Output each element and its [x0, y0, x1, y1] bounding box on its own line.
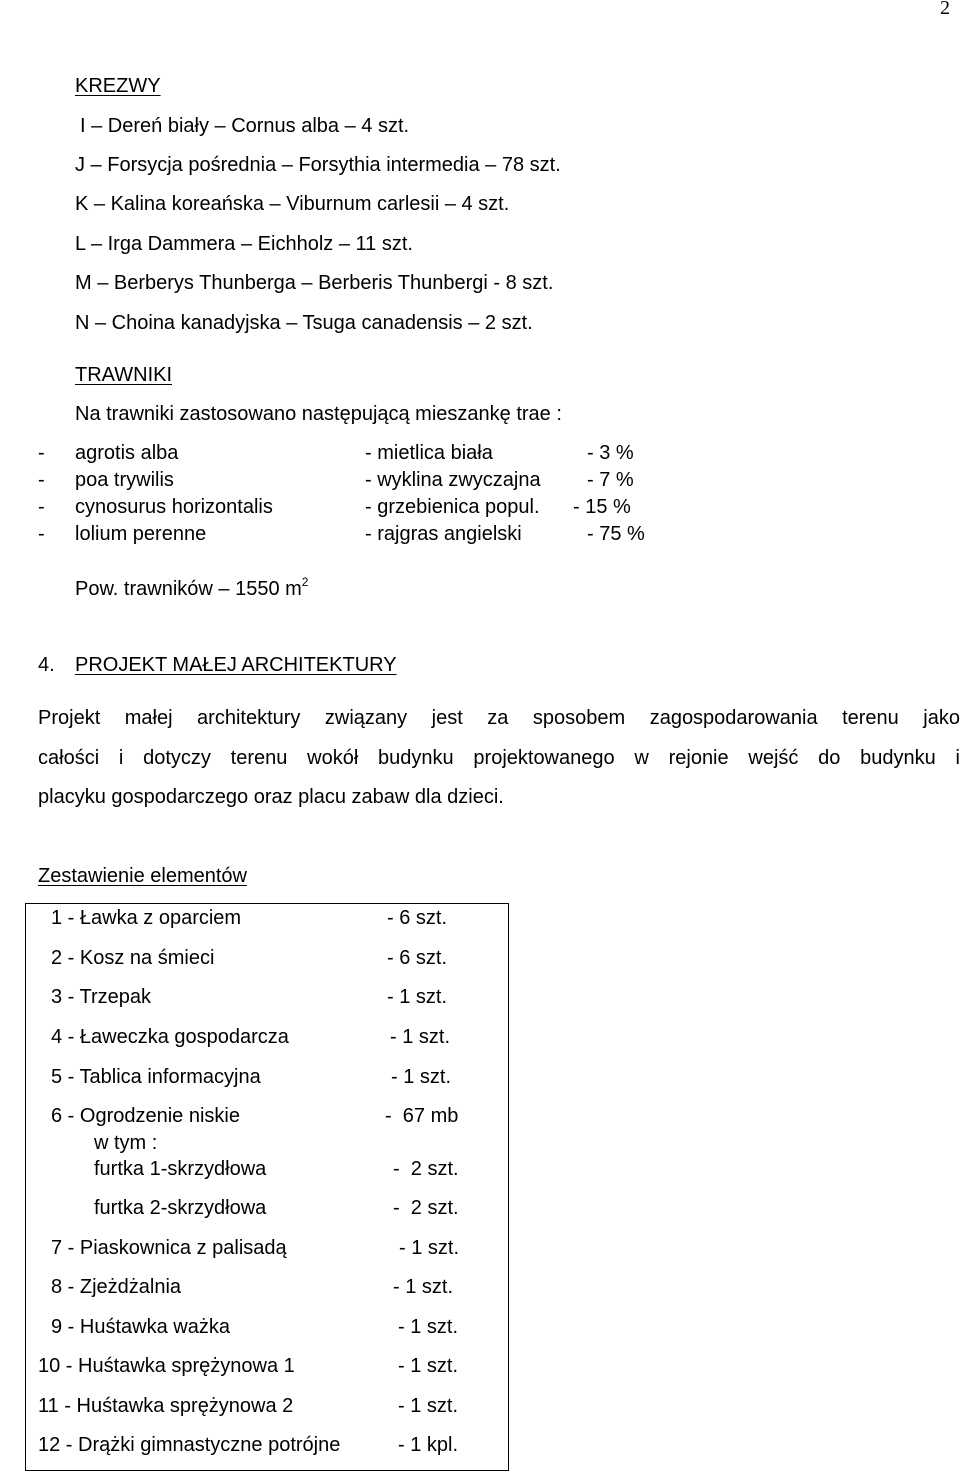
mix-row-latin: agrotis alba [75, 442, 179, 464]
elements-heading: Zestawienie elementów [38, 865, 247, 887]
shrubs-heading: KREZWY [75, 75, 161, 97]
element-qty: - 1 szt. [398, 1395, 459, 1417]
element-qty: - 1 szt. [398, 1355, 459, 1377]
element-qty: - 1 kpl. [398, 1434, 459, 1456]
lawn-area [75, 575, 309, 600]
mix-row-dash: - [38, 469, 45, 491]
mix-row-percent: - 3 % [587, 442, 634, 464]
mix-row-percent: - 75 % [587, 523, 645, 545]
element-qty: - 1 szt. [393, 1276, 454, 1298]
element-name: furtka 2-skrzydłowa [94, 1197, 267, 1219]
element-name: 12 - Drążki gimnastyczne potrójne [38, 1434, 341, 1456]
mix-row-dash: - [38, 442, 45, 464]
element-name: 7 - Piaskownica z palisadą [51, 1237, 287, 1259]
section-number: 4. [38, 654, 55, 676]
mix-row-dash: - [38, 496, 45, 518]
shrub-item: J – Forsycja pośrednia – Forsythia intermedia – 78 szt. [75, 154, 561, 176]
element-qty: - 1 szt. [398, 1316, 459, 1338]
page-number: 2 [940, 0, 950, 19]
element-name: 11 - Huśtawka sprężynowa 2 [38, 1395, 294, 1417]
element-qty: - 1 szt. [390, 1026, 451, 1048]
element-subheading: w tym : [94, 1132, 158, 1154]
mix-row-polish: - mietlica biała [365, 442, 493, 464]
element-name: 1 - Ławka z oparciem [51, 907, 242, 929]
element-qty: - 2 szt. [393, 1158, 459, 1180]
section-heading: PROJEKT MAŁEJ ARCHITEKTURY [75, 654, 397, 676]
element-qty: - 6 szt. [387, 907, 448, 929]
lawns-intro: Na trawniki zastosowano następującą mieszankę trae : [75, 403, 562, 425]
shrub-item: M – Berberys Thunberga – Berberis Thunbergi - 8 szt. [75, 272, 554, 294]
shrub-item: N – Choina kanadyjska – Tsuga canadensis – 2 szt. [75, 312, 533, 334]
element-qty: - 1 szt. [399, 1237, 460, 1259]
element-name: 3 - Trzepak [51, 986, 152, 1008]
element-name: 10 - Huśtawka sprężynowa 1 [38, 1355, 295, 1377]
element-name: 2 - Kosz na śmieci [51, 947, 215, 969]
mix-row-polish: - grzebienica popul. [365, 496, 540, 518]
lawns-heading: TRAWNIKI [75, 364, 173, 386]
paragraph-line: Projekt małej architektury związany jest za sposobem zagospodarowania terenu jako [38, 707, 960, 729]
mix-row-percent: - 15 % [573, 496, 631, 518]
lawn-area-exponent: 2 [301, 575, 309, 589]
lawn-area-text: Pow. trawników – 1550 m [75, 578, 302, 600]
element-qty: - 1 szt. [391, 1066, 452, 1088]
element-name: 5 - Tablica informacyjna [51, 1066, 261, 1088]
element-qty: - 2 szt. [393, 1197, 459, 1219]
element-name: furtka 1-skrzydłowa [94, 1158, 267, 1180]
element-name: 9 - Huśtawka ważka [51, 1316, 230, 1338]
shrub-item: L – Irga Dammera – Eichholz – 11 szt. [75, 233, 413, 255]
mix-row-polish: - wyklina zwyczajna [365, 469, 541, 491]
shrub-item: K – Kalina koreańska – Viburnum carlesii – 4 szt. [75, 193, 510, 215]
mix-row-latin: lolium perenne [75, 523, 207, 545]
shrub-item: I – Dereń biały – Cornus alba – 4 szt. [80, 115, 410, 137]
mix-row-dash: - [38, 523, 45, 545]
paragraph-line: placyku gospodarczego oraz placu zabaw dla dzieci. [38, 786, 504, 808]
mix-row-latin: cynosurus horizontalis [75, 496, 273, 518]
element-qty: - 6 szt. [387, 947, 448, 969]
mix-row-latin: poa trywilis [75, 469, 174, 491]
element-name: 6 - Ogrodzenie niskie [51, 1105, 240, 1127]
mix-row-polish: - rajgras angielski [365, 523, 522, 545]
mix-row-percent: - 7 % [587, 469, 634, 491]
element-qty: - 1 szt. [387, 986, 448, 1008]
element-name: 8 - Zjeżdżalnia [51, 1276, 182, 1298]
element-qty: - 67 mb [385, 1105, 459, 1127]
element-name: 4 - Ławeczka gospodarcza [51, 1026, 289, 1048]
paragraph-line: całości i dotyczy terenu wokół budynku projektowanego w rejonie wejść do budynku i [38, 747, 960, 769]
